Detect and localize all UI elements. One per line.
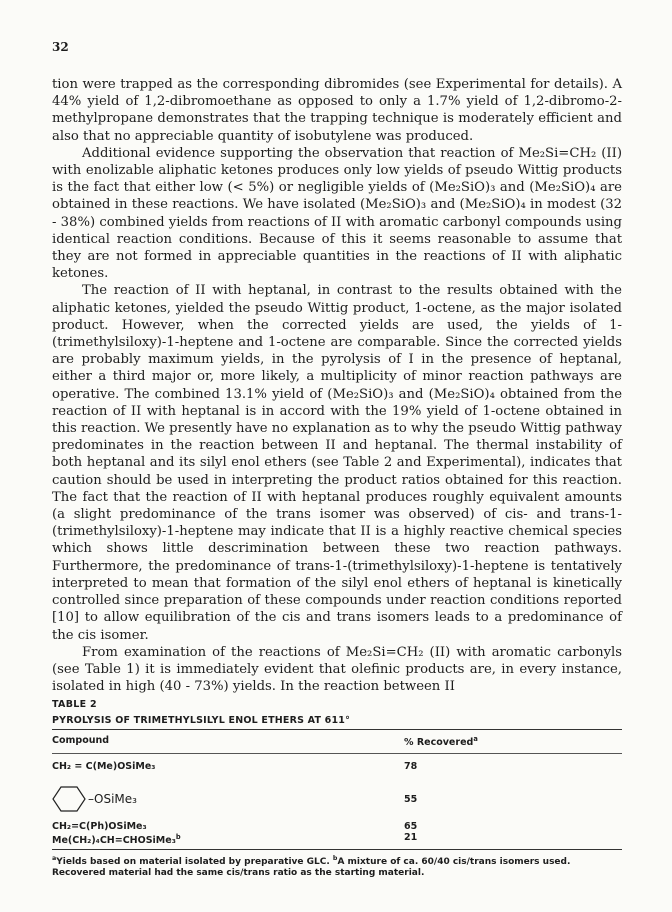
table-row [52,757,622,777]
paragraph-2: Additional evidence supporting the observation that reaction of Me₂Si=CH₂ (II) with enolizable aliphatic ketones produces only low yields of pseudo Wittig products is the fact that either low (< 5%) or negligible yields of (Me₂SiO)₃ and (Me₂SiO)₄ are obtained in these reactions. We have isolated (Me₂SiO)₃ and (Me₂SiO)₄ in modest (32 - 38%) combined yields from reactions of II with aromatic carbonyl compounds using identical reaction conditions. Because of this it seems reasonable to assume that they are not formed in appreciable quantities in the reactions of II with aliphatic ketones. [52,145,622,282]
paragraph-3: The reaction of II with heptanal, in contrast to the results obtained with the aliphatic ketones, yielded the pseudo Wittig product, 1-octene, as the major isolated product. However, when the corrected yields are used, the yields of 1-(trimethylsiloxy)-1-heptene and 1-octene are comparable. Since the corrected yields are probably maximum yields, in the pyrolysis of I in the presence of heptanal, either a third major or, more likely, a multiplicity of minor reaction pathways are operative. The combined 13.1% yield of (Me₂SiO)₃ and (Me₂SiO)₄ obtained from the reaction of II with heptanal is in accord with the 19% yield of 1-octene obtained in this reaction. We presently have no explanation as to why the pseudo Wittig pathway predominates in the reaction between II and heptanal. The thermal instability of both heptanal and its silyl enol ethers (see Table 2 and Experimental), indicates that caution should be used in interpreting the product ratios obtained for this reaction. The fact that the reaction of II with heptanal produces roughly equivalent amounts (a slight predominance of the trans isomer was observed) of cis- and trans-1-(trimethylsiloxy)-1-heptene may indicate that II is a highly reactive chemical species which shows little descrimination between these two reaction pathways. Furthermore, the predominance of trans-1-(trimethylsiloxy)-1-heptene is tentatively interpreted to mean that formation of the silyl enol ethers of heptanal is kinetically controlled since preparation of these compounds under reaction conditions reported [10] to allow equilibration of the cis and trans isomers leads to a predominance of the cis isomer. [52,283,622,643]
table-title: PYROLYSIS OF TRIMETHYLSILYL ENOL ETHERS AT 611° [52,715,351,726]
table-header-rule [52,753,622,754]
footnote-ref-b: b [175,833,181,842]
paragraph-4: From examination of the reactions of Me₂Si=CH₂ (II) with aromatic carbonyls (see Table 1) it is immediately evident that olefinic products are, in every instance, isolated in high (40 - 73%) yields. In the reaction between II [52,644,622,695]
table-top-rule [52,729,622,730]
table-2 [52,699,622,879]
table-row [52,832,622,846]
cyclohexene-ring-icon [52,785,86,813]
value-cell: 78 [404,761,418,773]
compound-cell: Me(CH₂)₄CH=CHOSiMe₃$^b$ [52,833,181,847]
table-row [52,777,622,821]
col-recovered-header: % Recovered$^a$ [404,735,478,749]
value-cell: 21 [404,832,418,844]
compound-cell: CH₂ = C(Me)OSiMe₃ [52,761,156,773]
table-label: TABLE 2 [52,699,97,710]
table-footnote: $^a$Yields based on material isolated by preparative GLC. $^b$A mixture of ca. 60/40 cis/trans isomers used. Recovered material had the same cis/trans ratio as the starting material. [52,855,571,879]
page-number: 32 [52,40,69,54]
ring-substituent-label: –OSiMe₃ [88,792,137,807]
compound-cell [52,785,404,813]
body-text [52,76,622,695]
table-row [52,821,622,832]
value-cell: 65 [404,821,418,833]
paragraph-1: tion were trapped as the corresponding dibromides (see Experimental for details). A 44% yield of 1,2-dibromoethane as opposed to only a 1.7% yield of 1,2-dibromo-2-methylpropane demonstrates that the trapping technique is moderately efficient and also that no appreciable quantity of isobutylene was produced. [52,77,622,144]
footnote-ref-a: a [473,735,478,743]
value-cell: 55 [404,793,418,805]
table-bottom-rule [52,849,622,850]
table-header-row [52,733,622,750]
col-compound-header: Compound [52,735,110,746]
compound-cell: CH₂=C(Ph)OSiMe₃ [52,821,147,833]
